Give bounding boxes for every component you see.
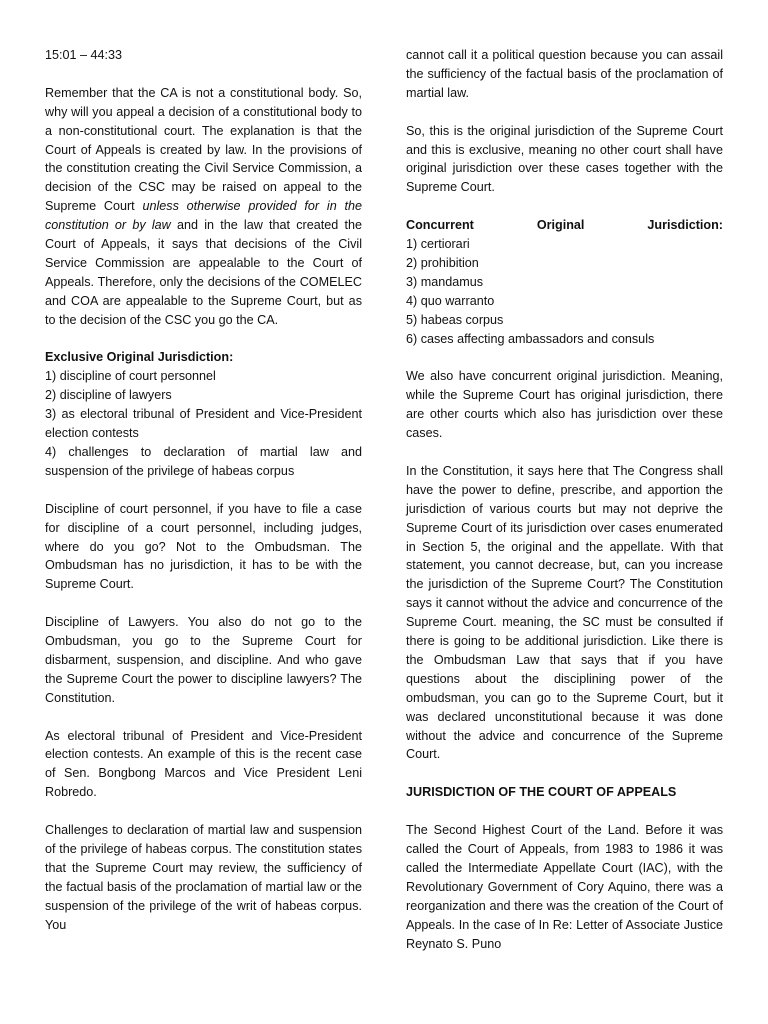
- list-item: 1) discipline of court personnel: [45, 369, 216, 384]
- paragraph-text: Remember that the CA is not a constitutional body. So, why will you appeal a decision of a constitutional body to a non-constitutional court. The explanation is that the Court of Appeals is created by law. In the provisions of the constitution creating the Civil Service Commission, a decision of the CSC may be raised on appeal to the Supreme Court: [45, 85, 362, 214]
- list-item: 1) certiorari: [406, 237, 470, 252]
- paragraph-court-of-appeals: The Second Highest Court of the Land. Before it was called the Court of Appeals, from 1983 to 1986 it was called the Intermediate Appellate Court (IAC), with the Revolutionary Government of Cory Aquino, there was a reorganization and there was the creation of the Court of Appeals. In the case of In Re: Letter of Associate Justice Reynato S. Puno: [406, 823, 723, 951]
- heading-word: Concurrent: [406, 218, 474, 233]
- concurrent-jurisdiction-heading: [406, 216, 723, 235]
- list-item: 3) as electoral tribunal of President and Vice-President election contests: [45, 407, 362, 441]
- timestamp: 15:01 – 44:33: [45, 48, 123, 62]
- paragraph-continued: cannot call it a political question because you can assail the sufficiency of the factual basis of the proclamation of martial law.: [406, 48, 723, 100]
- list-item: 4) quo warranto: [406, 293, 495, 308]
- paragraph-lawyers: Discipline of Lawyers. You also do not go to the Ombudsman, you go to the Supreme Court for disbarment, suspension, and discipline. And who gave the Supreme Court the power to discipline lawyers? The Constitution.: [45, 615, 362, 705]
- list-item: 2) prohibition: [406, 255, 479, 270]
- left-column: [45, 46, 362, 935]
- paragraph-text: and in the law that created the Court of Appeals, it says that decisions of the Civil Service Commission are appealable to the Court of Appeals. Therefore, only the decisions of the COMELEC and COA are appealable to the Supreme Court, but as to the decision of the CSC you go the CA.: [45, 218, 362, 327]
- paragraph-congress: In the Constitution, it says here that The Congress shall have the power to define, prescribe, and apportion the jurisdiction of various courts but may not deprive the Supreme Court of its jurisdiction over cases enumerated in Section 5, the original and the appellate. With that statement, you cannot decrease, but, can you increase the jurisdiction of the Supreme Court? The Constitution says it cannot without the advice and concurrence of the Supreme Court. meaning, the SC must be consulted if there is going to be additional jurisdiction. Like there is the Ombudsman Law that says that if you have questions about the disciplining power of the ombudsman, you can go to the Supreme Court, but it was declared unconstitutional because it was done without the advice and concurrence of the Supreme Court.: [406, 463, 723, 762]
- concurrent-jurisdiction-list: [406, 235, 723, 348]
- exclusive-jurisdiction-heading: Exclusive Original Jurisdiction:: [45, 350, 234, 365]
- paragraph-ca-not-constitutional: [45, 84, 362, 330]
- paragraph-court-personnel: Discipline of court personnel, if you have to file a case for discipline of a court personnel, including judges, where do you go? Not to the Ombudsman. The Ombudsman has no jurisdiction, it has to be with the Supreme Court.: [45, 501, 362, 592]
- list-item: 6) cases affecting ambassadors and consuls: [406, 331, 655, 346]
- list-item: 4) challenges to declaration of martial law and suspension of the privilege of habeas corpus: [45, 445, 362, 478]
- emphasis-text: unless otherwise provided for in the constitution or by law: [45, 199, 362, 233]
- paragraph-martial-law: Challenges to declaration of martial law and suspension of the privilege of habeas corpus. The constitution states that the Supreme Court may review, the sufficiency of the factual basis of the proclamation of martial law or the suspension of the privilege of the writ of habeas corpus. You: [45, 823, 362, 932]
- exclusive-jurisdiction-list: [45, 367, 362, 480]
- list-item: 2) discipline of lawyers: [45, 388, 172, 403]
- paragraph-original-jurisdiction: So, this is the original jurisdiction of the Supreme Court and this is exclusive, meaning no other court shall have original jurisdiction over these cases together with the Supreme Court.: [406, 123, 723, 195]
- court-of-appeals-heading: JURISDICTION OF THE COURT OF APPEALS: [406, 785, 677, 800]
- heading-word: Jurisdiction:: [647, 218, 723, 233]
- heading-word: Original: [536, 218, 585, 233]
- list-item: 3) mandamus: [406, 274, 483, 289]
- right-column: [406, 46, 723, 953]
- list-item: 5) habeas corpus: [406, 312, 504, 327]
- paragraph-electoral-tribunal: As electoral tribunal of President and Vice-President election contests. An example of this is the recent case of Sen. Bongbong Marcos and Vice President Leni Robredo.: [45, 728, 362, 800]
- paragraph-concurrent: We also have concurrent original jurisdiction. Meaning, while the Supreme Court has original jurisdiction, there are other courts which also has jurisdiction over these cases.: [406, 369, 723, 441]
